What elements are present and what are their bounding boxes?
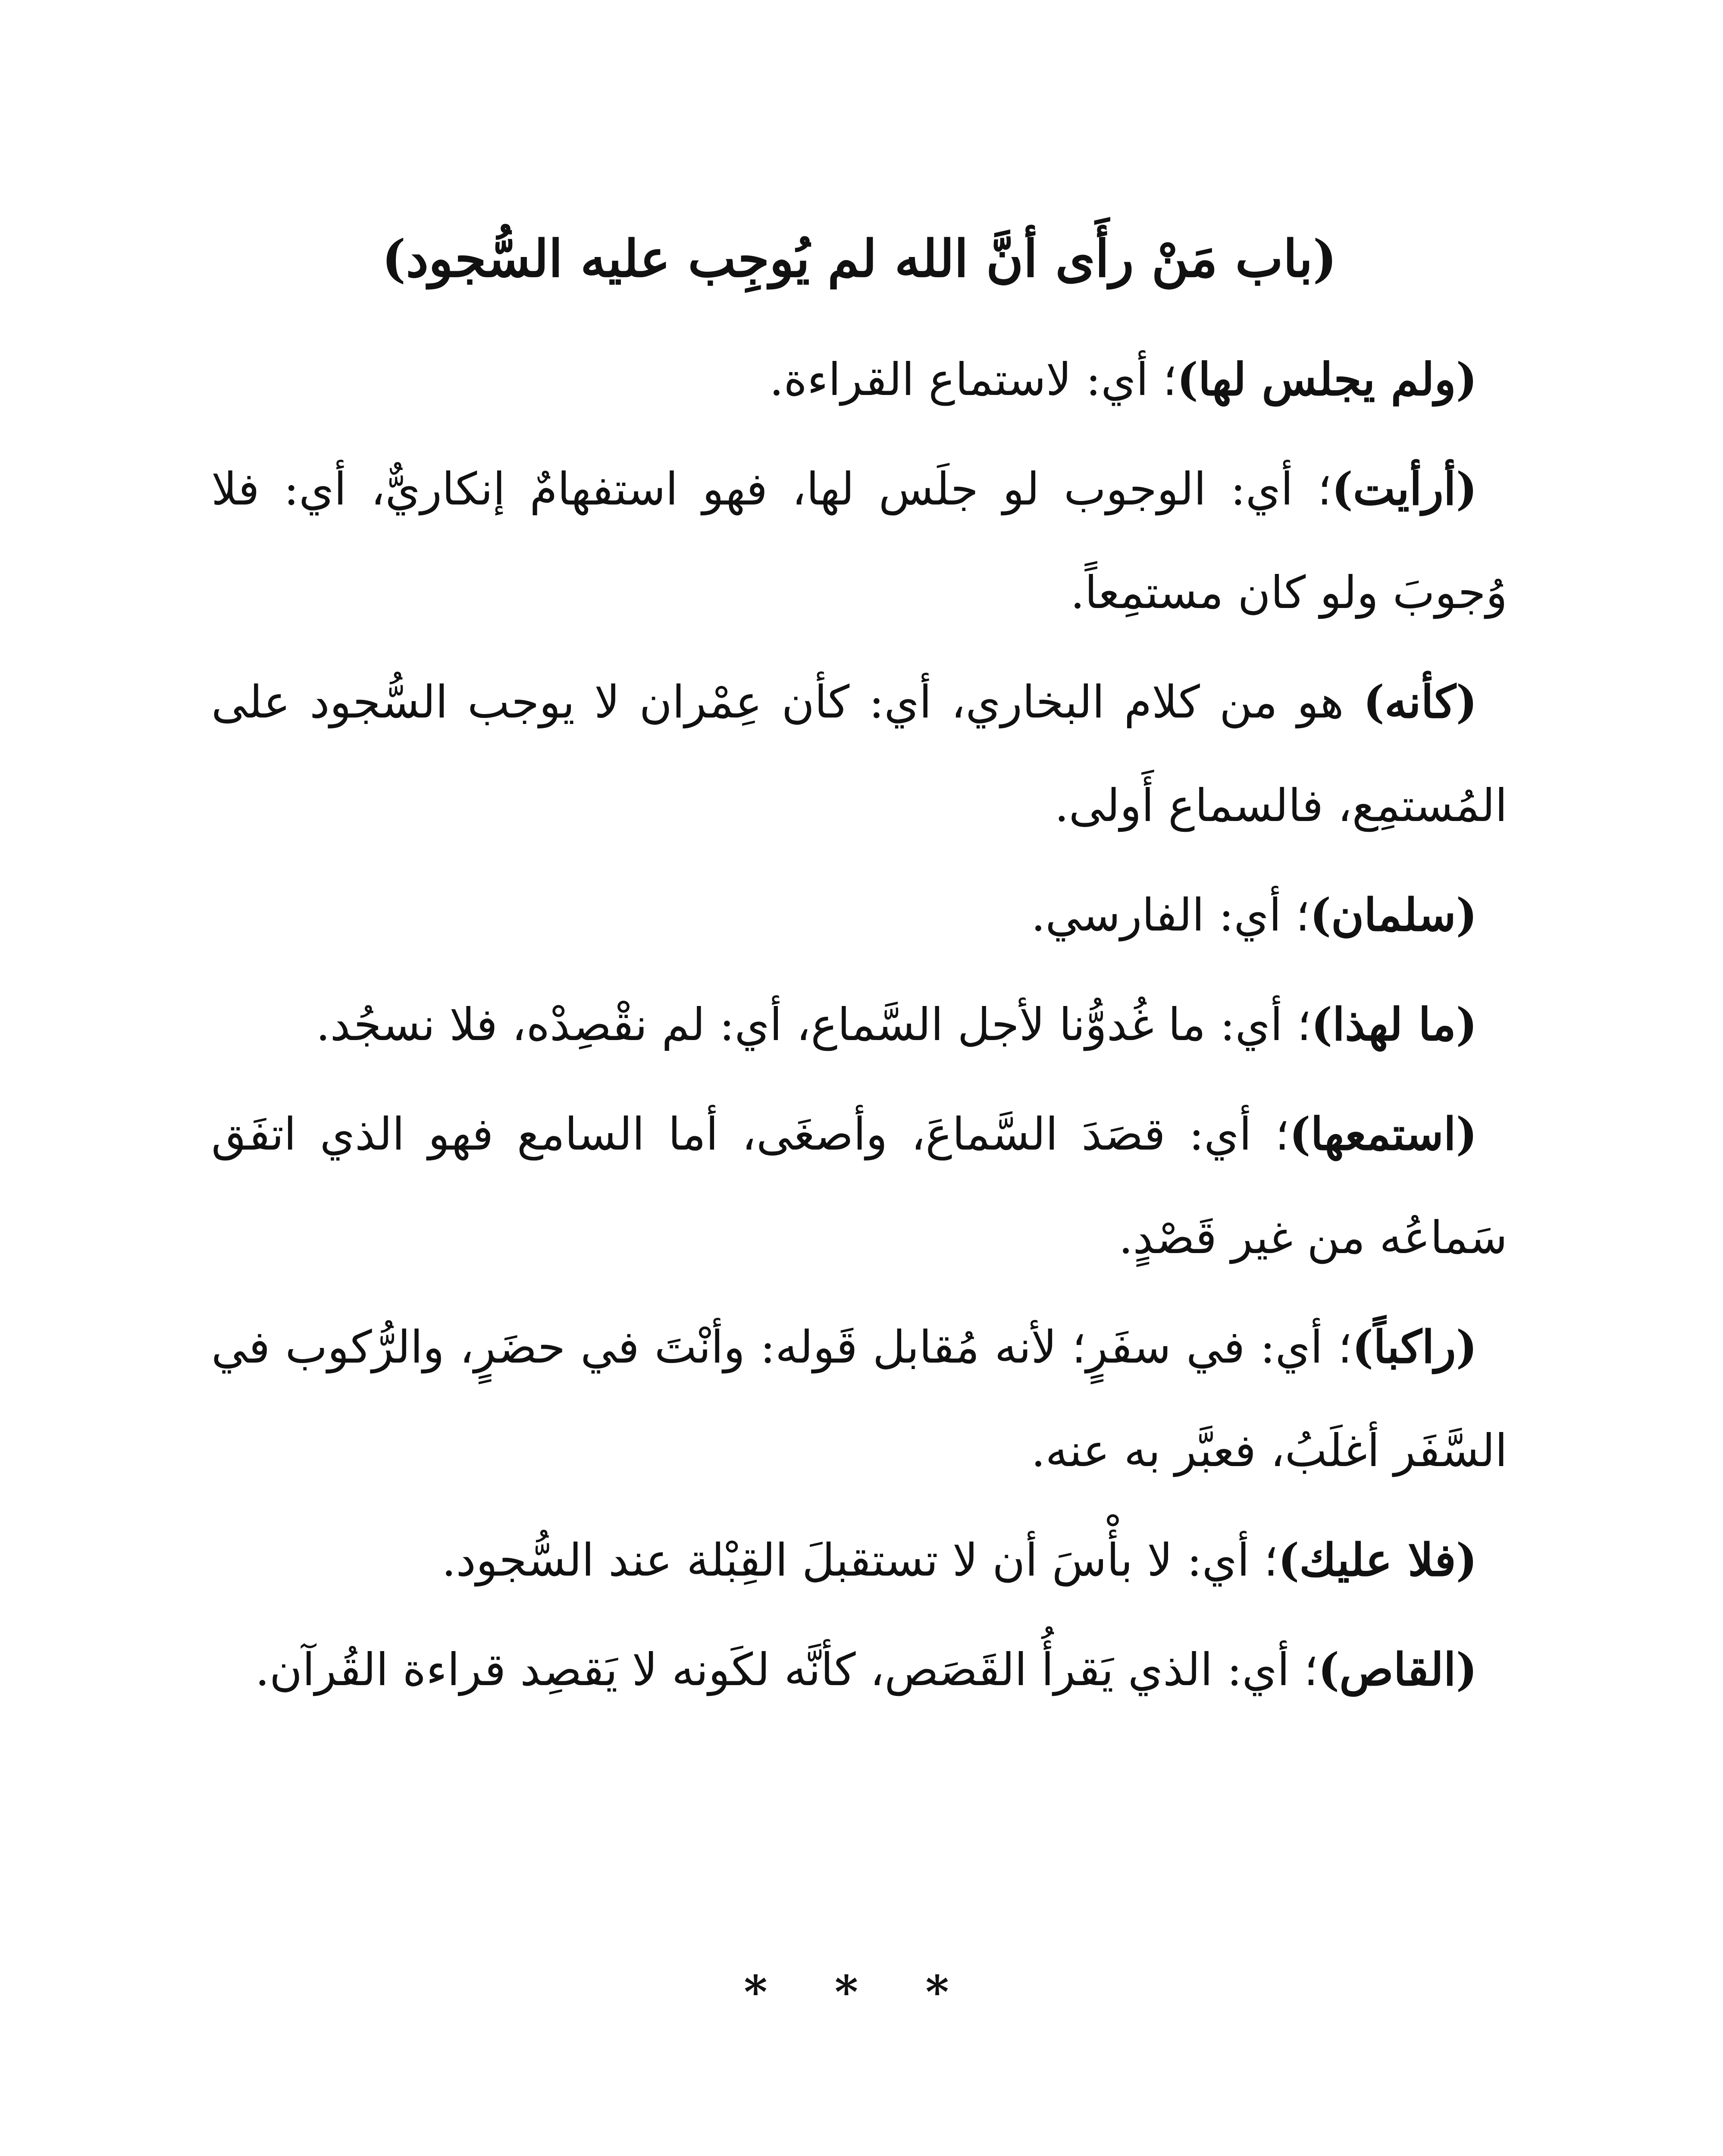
commentary-paragraph [211,863,1507,967]
lemma: (القاص) [1318,1643,1477,1696]
lemma: (استمعها) [1289,1107,1477,1160]
gloss: ؛ أي: قصَدَ السَّماعَ، وأصغَى، أما السامع فهو الذي اتفَق سَماعُه من غير قَصْدٍ. [211,1108,1507,1264]
gloss: ؛ أي: لا بأْسَ أن لا تستقبلَ القِبْلة عند السُّجود. [442,1534,1278,1586]
section-separator: * * * [744,1965,975,2018]
commentary-paragraph [211,650,1507,857]
commentary-paragraph [211,437,1507,644]
lemma: (راكباً) [1352,1320,1477,1373]
commentary-section [211,328,1507,1727]
commentary-paragraph [211,328,1507,431]
document-page [211,0,1507,2156]
gloss: ؛ أي: في سفَرٍ؛ لأنه مُقابل قَوله: وأنْتَ في حضَرٍ، والرُّكوب في السَّفَر أغلَبُ، فعبَّر به عنه. [211,1321,1507,1477]
lemma: (أرأيت) [1331,462,1477,515]
hadith-text [211,2151,1507,2156]
lemma: (ما لهذا) [1311,998,1477,1051]
gloss: ؛ أي: الفارسي. [1031,889,1310,941]
gloss: ؛ أي: ما غُدوُّنا لأجل السَّماع، أي: لم نقْصِدْه، فلا نسجُد. [316,998,1311,1051]
commentary-paragraph [211,1618,1507,1721]
commentary-paragraph [211,1508,1507,1612]
lemma: (سلمان) [1309,888,1477,941]
gloss: ؛ أي: الوجوب لو جلَس لها، فهو استفهامٌ إنكاريٌّ، أي: فلا وُجوبَ ولو كان مستمِعاً. [211,463,1507,619]
gloss: ؛ أي: لاستماع القراءة. [769,353,1177,406]
commentary-paragraph [211,973,1507,1076]
commentary-paragraph [211,1082,1507,1289]
lemma: (فلا عليك) [1278,1533,1477,1586]
chapter-heading: (باب مَنْ رأَى أنَّ الله لم يُوجِب عليه السُّجود) [382,229,1337,288]
gloss: ؛ أي: الذي يَقرأُ القَصَص، كأنَّه لكَونه لا يَقصِد قراءة القُرآن. [255,1643,1318,1696]
gloss: هو من كلام البخاري، أي: كأن عِمْران لا يوجب السُّجود على المُستمِع، فالسماع أَولى. [211,676,1507,832]
lemma: (ولم يجلس لها) [1177,353,1477,406]
lemma: (كأنه) [1363,675,1477,728]
commentary-paragraph [211,1295,1507,1502]
